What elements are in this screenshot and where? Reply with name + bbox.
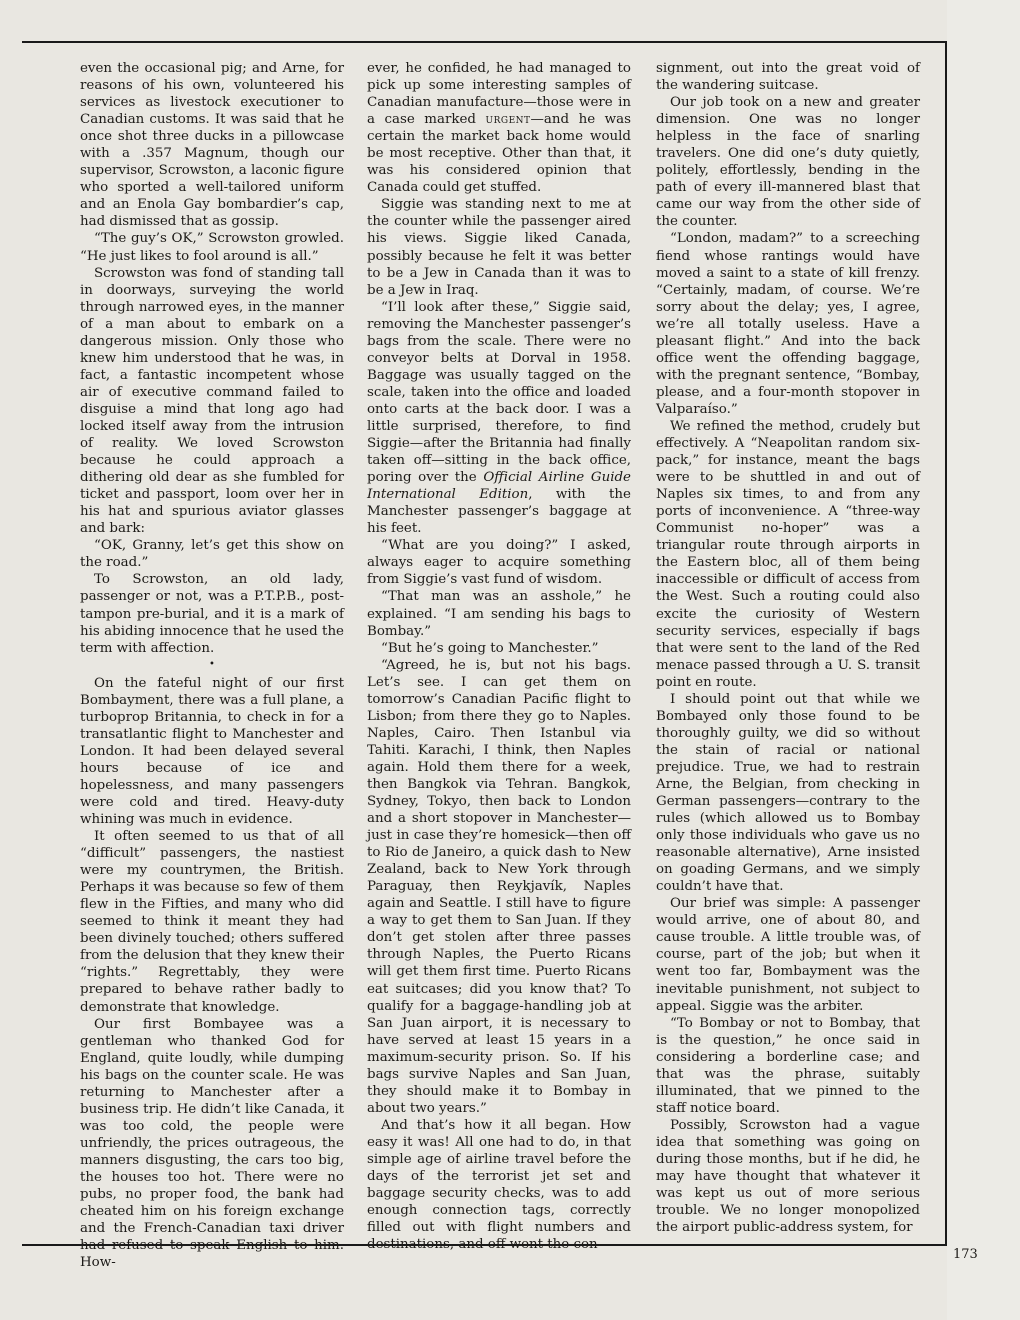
section-separator: •: [209, 658, 215, 670]
paragraph: Our job took on a new and greater dimension. One was no longer helpless in the face of snarling travelers. One did one’s duty quietly, politely, effortlessly, bending in the path of every ill-mannered blast that came our way from the other side of the counter.: [656, 95, 920, 230]
page-number: 173: [953, 1247, 978, 1262]
text-run: ever, he confided, he had managed to pick up some interesting samples of Canadian manufacture—those were in a case marked: [367, 61, 631, 128]
text-column-2: [367, 60, 631, 1253]
urgent-label: urgent: [485, 112, 531, 128]
paragraph: To Scrowston, an old lady, passenger or not, was a P.T.P.B., post-tampon pre-burial, and it is a mark of his abiding innocence that he used the term with affection.: [80, 572, 344, 656]
text-column-3: [656, 60, 920, 1236]
text-column-1: [80, 60, 344, 1271]
paragraph: “The guy’s OK,” Scrowston growled. “He just likes to fool around is all.”: [80, 231, 344, 264]
text-run: “I’ll look after these,” Siggie said, removing the Manchester passenger’s bags from the scale. There were no conveyor belts at Dorval in 1958. Baggage was usually tagged on the scale, taken into the office and loaded onto carts at the back door. I was a little surprised, therefore, to find Siggie—after the Britannia had finally taken off—sitting in the back office, poring over the: [367, 299, 631, 486]
paragraph: “To Bombay or not to Bombay, that is the question,” he once said in considering a borderline case; and that was the phrase, suitably illuminated, that we pinned to the staff notice board.: [656, 1015, 920, 1116]
paragraph: signment, out into the great void of the wandering suitcase.: [656, 61, 920, 94]
paragraph: It often seemed to us that of all “difficult” passengers, the nastiest were my countrymen, the British. Perhaps it was because so few of them flew in the Fifties, and many who did seemed to think it meant they had been divinely touched; others suffered from the delusion that they knew their “rights.” Regrettably, they were prepared to behave rather badly to demonstrate that knowledge.: [80, 829, 344, 1015]
paragraph: “But he’s going to Manchester.”: [381, 640, 599, 656]
paragraph: On the fateful night of our first Bombayment, there was a full plane, a turboprop Britannia, to check in for a transatlantic flight to Manchester and London. It had been delayed several hours because of ice and hopelessness, and many passengers were cold and tired. Heavy-duty whining was much in evidence.: [80, 675, 344, 828]
paragraph: “London, madam?” to a screeching fiend whose rantings would have moved a saint to a state of kill frenzy. “Certainly, madam, of course. We’re sorry about the delay; yes, I agree, we’re all totally useless. Have a pleasant flight.” And into the back office went the offending baggage, with the pregnant sentence, “Bombay, please, and a four-month stopover in Valparaíso.”: [656, 231, 920, 417]
paragraph: “Agreed, he is, but not his bags. Let’s see. I can get them on tomorrow’s Canadian Pacific flight to Lisbon; from there they go to Naples. Naples, Cairo. Then Istanbul via Tahiti. Karachi, I think, then Naples again. Hold them there for a week, then Bangkok via Tehran. Bangkok, Sydney, Tokyo, then back to London and a short stopover in Manchester—just in case they’re homesick—then off to Rio de Janeiro, a quick dash to New Zealand, back to New York through Paraguay, then Reykjavík, Naples again and Seattle. I still have to figure a way to get them to San Juan. If they don’t get stolen after three passes through Naples, the Puerto Ricans will get them first time. Puerto Ricans eat suitcases; did you know that? To qualify for a baggage-handling job at San Juan airport, it is necessary to have served at least 15 years in a maximum-security prison. So. If his bags survive Naples and San Juan, they should make it to Bombay in about two years.”: [367, 657, 631, 1116]
paragraph: Siggie was standing next to me at the counter while the passenger aired his views. Siggie liked Canada, possibly because he felt it was better to be a Jew in Canada than it was to be a Jew in Iraq.: [367, 197, 631, 298]
paragraph: “What are you doing?” I asked, always eager to acquire something from Siggie’s vast fund of wisdom.: [367, 538, 631, 588]
text-run: —and he was certain the market back home would be most receptive. Other than that, it was his considered opinion that Canada could get stuffed.: [367, 112, 631, 196]
paragraph: And that’s how it all began. How easy it was! All one had to do, in that simple age of airline travel before the days of the terrorist jet set and baggage security checks, was to add enough connection tags, correctly filled out with flight numbers and destinations, and off went the con-: [367, 1117, 631, 1253]
paragraph: “That man was an asshole,” he explained. “I am sending his bags to Bombay.”: [367, 589, 631, 639]
paragraph: Scrowston was fond of standing tall in doorways, surveying the world through narrowed eyes, in the manner of a man about to embark on a dangerous mission. Only those who knew him understood that he was, in fact, a fantastic incompetent whose air of executive command failed to disguise a mind that long ago had locked itself away from the intrusion of reality. We loved Scrowston because he could approach a dithering old dear as she fumbled for ticket and passport, loom over her in his hat and spurious aviator glasses and bark:: [80, 265, 344, 537]
paragraph: I should point out that while we Bombayed only those found to be thoroughly guilty, we did so without the stain of racial or national prejudice. True, we had to restrain Arne, the Belgian, from checking in German passengers—contrary to the rules (which allowed us to Bombay only those individuals who gave us no reasonable alternative), Arne insisted on goading Germans, and we simply couldn’t have that.: [656, 691, 920, 895]
paragraph: even the occasional pig; and Arne, for reasons of his own, volunteered his services as livestock executioner to Canadian customs. It was said that he once shot three ducks in a pillowcase with a .357 Magnum, though our supervisor, Scrowston, a laconic figure who sported a well-tailored uniform and an Enola Gay bombardier’s cap, had dismissed that as gossip.: [80, 61, 344, 230]
page-margin-strip: [947, 0, 1020, 1320]
paragraph: Our brief was simple: A passenger would arrive, one of about 80, and cause trouble. A little trouble was, of course, part of the job; but when it went too far, Bombayment was the inevitable punishment, not subject to appeal. Siggie was the arbiter.: [656, 896, 920, 1014]
paragraph: Possibly, Scrowston had a vague idea that something was going on during those months, but if he did, he may have thought that whatever it was kept us out of more serious trouble. We no longer monopolized the airport public-address system, for: [656, 1117, 920, 1236]
publication-title: Official Airline Guide International Edition: [367, 470, 631, 503]
paragraph: “OK, Granny, let’s get this show on the road.”: [80, 538, 344, 571]
paragraph: [367, 299, 631, 538]
paragraph: Our first Bombayee was a gentleman who thanked God for England, quite loudly, while dumping his bags on the counter scale. He was returning to Manchester after a business trip. He didn’t like Canada, it was too cold, the people were unfriendly, the prices outrageous, the manners disgusting, the cars too big, the houses too hot. There were no pubs, no proper food, the bank had cheated him on his foreign exchange and the French-Canadian taxi driver had refused to speak English to him. How-: [80, 1016, 344, 1271]
paragraph: [367, 60, 631, 196]
text-run: , with the Manchester passenger’s baggage at his feet.: [367, 487, 631, 537]
paragraph: We refined the method, crudely but effectively. A “Neapolitan random six-pack,” for instance, meant the bags were to be shuttled in and out of Naples six times, to and from any ports of inconvenience. A “three-way Communist no-hoper” was a triangular route through airports in the Eastern bloc, all of them being inaccessible or difficult of access from the West. Such a routing could also excite the curiosity of Western security services, especially if bags that were sent to the land of the Red menace passed through a U. S. transit point en route.: [656, 418, 920, 690]
